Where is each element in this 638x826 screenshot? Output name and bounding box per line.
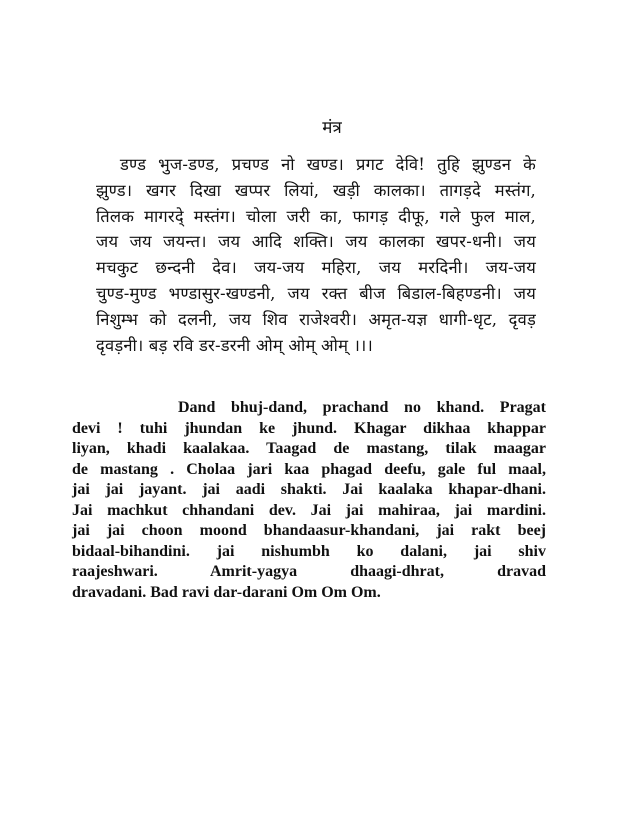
transliteration-line: jai jai choon moond bhandaasur-khandani, jai rakt beej <box>72 522 546 539</box>
transliteration-line: dravadani. Bad ravi dar-darani Om Om Om. <box>72 583 381 601</box>
hindi-line: डण्ड भुज-डण्ड, प्रचण्ड नो खण्ड। प्रगट देवि! तुहि झुण्डन के <box>120 155 536 174</box>
hindi-line: जय जय जयन्त। जय आदि शक्ति। जय कालका खपर-धनी। जय <box>96 232 536 252</box>
transliteration-text <box>72 398 546 603</box>
hindi-line: मचकुट छन्दनी देव। जय-जय महिरा, जय मरदिनी। जय-जय <box>96 258 536 278</box>
hindi-line: दृवड़नी। बड़ रवि डर-डरनी ओम् ओम् ओम् ।।। <box>96 335 373 355</box>
transliteration-line: de mastang . Cholaa jari kaa phagad deefu, gale ful maal, <box>72 460 546 478</box>
transliteration-line: devi ! tuhi jhundan ke jhund. Khagar dikhaa khappar <box>72 419 546 437</box>
hindi-line: चुण्ड-मुण्ड भण्डासुर-खण्डनी, जय रक्त बीज बिडाल-बिहण्डनी। जय <box>96 283 536 303</box>
hindi-line: झुण्ड। खगर दिखा खप्पर लियां, खड़ी कालका। तागड़दे मस्तंग, <box>96 180 536 200</box>
mantra-heading: मंत्र <box>322 118 342 138</box>
transliteration-line: bidaal-bihandini. jai nishumbh ko dalani, jai shiv <box>72 542 546 560</box>
transliteration-line: Dand bhuj-dand, prachand no khand. Pragat <box>178 399 546 416</box>
transliteration-line: raajeshwari. Amrit-yagya dhaagi-dhrat, dravad <box>72 563 546 580</box>
hindi-line: तिलक मागरदे् मस्तंग। चोला जरी का, फागड़ दीफू, गले फुल माल, <box>96 206 536 226</box>
transliteration-line: jai jai jayant. jai aadi shakti. Jai kaalaka khapar-dhani. <box>72 481 546 498</box>
hindi-mantra-text <box>96 152 536 358</box>
hindi-line: निशुम्भ को दलनी, जय शिव राजेश्वरी। अमृत-यज्ञ धागी-धृट, दृवड़ <box>96 309 536 329</box>
transliteration-line: Jai machkut chhandani dev. Jai jai mahiraa, jai mardini. <box>72 501 546 519</box>
transliteration-line: liyan, khadi kaalakaa. Taagad de mastang, tilak maagar <box>72 440 546 457</box>
